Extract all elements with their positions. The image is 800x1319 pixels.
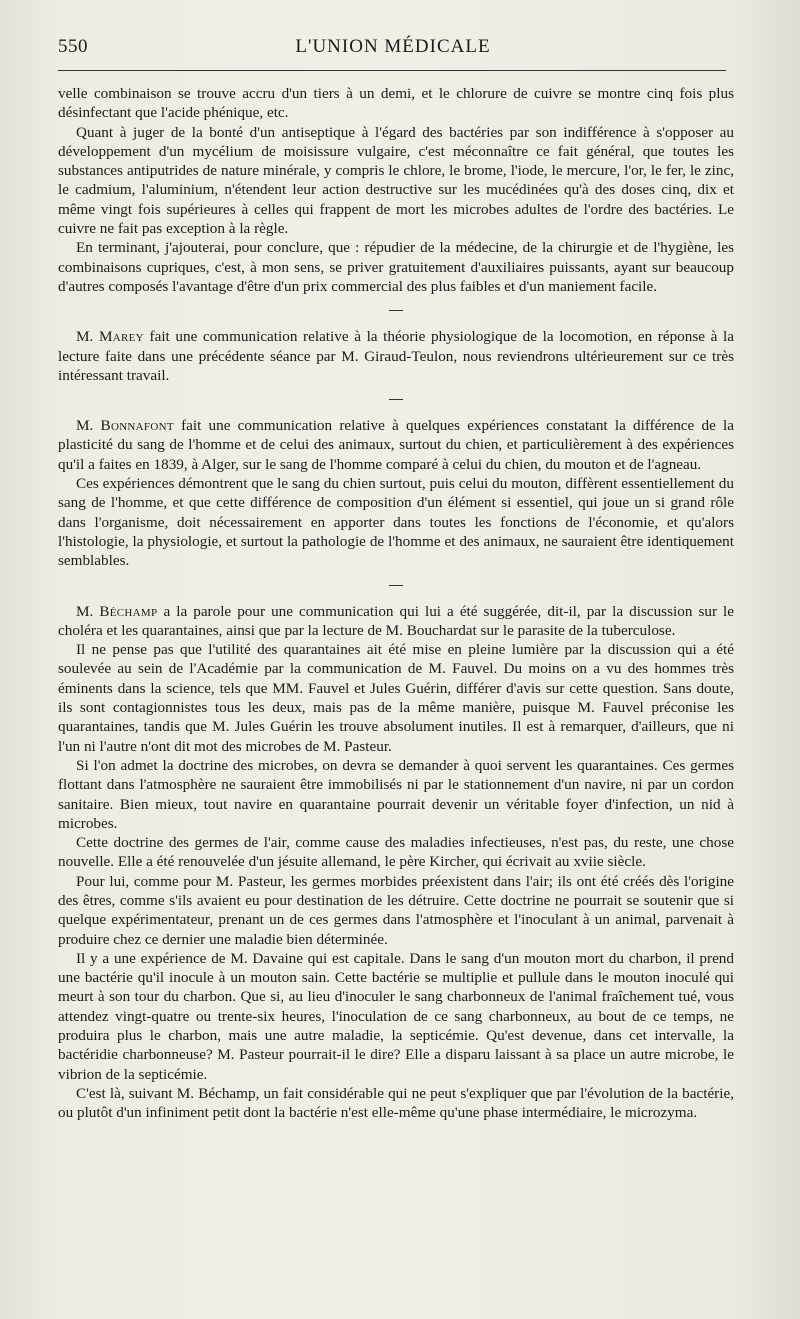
paragraph-marey — [58, 327, 734, 385]
article-body — [58, 84, 734, 1123]
paragraph-6: Ces expériences démontrent que le sang du chien surtout, puis celui du mouton, diffèrent essentiellement du sang de l'homme, et que cette différence de composition d'un élément si essentiel, qui joue un si grand rôle dans l'organisme, doit nécessairement en apporter dans toutes les fonctions de l'économie, et qu'alors l'histologie, la physiologie, et surtout la pathologie de l'homme et des animaux, ne sauraient être identiquement semblables. — [58, 475, 734, 570]
section-divider — [389, 399, 403, 400]
speaker-name: Béchamp — [99, 602, 158, 620]
paragraph-text: fait une communication relative à quelques expériences constatant la différence de la plasticité du sang de l'homme et de celui des animaux, surtout du chien, et particulièrement à des expériences qu'il a faites en 1839, à Alger, sur le sang de l'homme comparé à celui du chien, du mouton et de l'agneau. — [58, 417, 734, 473]
speaker-prefix: M. — [76, 417, 101, 435]
paragraph-3: En terminant, j'ajouterai, pour conclure, que : répudier de la médecine, de la chirurgie et de l'hygiène, les combinaisons cupriques, c'est, à mon sens, se priver gratuitement d'auxiliaires puissants, ayant sur beaucoup d'autres composés l'avantage d'être d'un prix commercial des plus faibles et d'un maniement facile. — [58, 239, 734, 295]
header-rule — [58, 70, 726, 71]
section-divider — [389, 310, 403, 311]
paragraph-12: Il y a une expérience de M. Davaine qui est capitale. Dans le sang d'un mouton mort du charbon, il prend une bactérie qu'il inocule à un mouton sain. Cette bactérie se multiplie et pullule dans le mouton inoculé qui meurt à son tour du charbon. Que si, au lieu d'inoculer le sang charbonneux de l'animal fraîchement tué, vous attendez vingt-quatre ou trente-six heures, l'inoculation de ce sang charbonneux, au bout de ce temps, ne produira plus le charbon, mais une autre maladie, la septicémie. Qu'est devenue, dans cet intervalle, la bactéridie charbonneuse? M. Pasteur pourrait-il le dire? Elle a disparu laissant à sa place un autre microbe, le vibrion de la septicémie. — [58, 949, 734, 1083]
section-divider — [389, 585, 403, 586]
running-header — [58, 34, 728, 64]
paragraph-bechamp — [58, 602, 734, 641]
page-number: 550 — [58, 36, 88, 57]
paragraph-11: Pour lui, comme pour M. Pasteur, les germes morbides préexistent dans l'air; ils ont été créés dès l'origine des êtres, comme s'ils avaient eu pour destination de les détruire. Cette doctrine ne pourrait se soutenir que si quelque expérimentateur, prenant un de ces germes dans l'atmosphère et l'inoculant à un animal, parvenait à produire chez ce dernier une maladie bien déterminée. — [58, 872, 734, 948]
paragraph-13: C'est là, suivant M. Béchamp, un fait considérable qui ne peut s'expliquer que par l'évolution de la bactérie, ou plutôt d'un infiniment petit dont la bactérie n'est elle-même qu'une phase intermédiaire, le microzyma. — [58, 1084, 734, 1122]
paragraph-text: a la parole pour une communication qui lui a été suggérée, dit-il, par la discussion sur le choléra et les quarantaines, ainsi que par la lecture de M. Bouchardat sur le parasite de la tuberculose. — [58, 602, 734, 639]
journal-title: L'UNION MÉDICALE — [295, 36, 491, 57]
paragraph-9: Si l'on admet la doctrine des microbes, on devra se demander à quoi servent les quarantaines. Ces germes flottant dans l'atmosphère ne sauraient être immobilisés ni par le stationnement d'un navire, ni par un cordon sanitaire. Bien mieux, tout navire en quarantaine pourrait devenir un véritable foyer d'infection, un nid à microbes. — [58, 756, 734, 832]
speaker-prefix: M. — [76, 602, 100, 620]
paragraph-10: Cette doctrine des germes de l'air, comme cause des maladies infectieuses, n'est pas, du reste, une chose nouvelle. Elle a été renouvelée d'un jésuite allemand, le père Kircher, qui écrivait au xviie siècle. — [58, 834, 734, 871]
speaker-name: Bonnafont — [100, 417, 174, 435]
paragraph-1: velle combinaison se trouve accru d'un tiers à un demi, et le chlorure de cuivre se montre cinq fois plus désinfectant que l'acide phénique, etc. — [58, 85, 734, 122]
paragraph-8: Il ne pense pas que l'utilité des quarantaines ait été mise en pleine lumière par la discussion qui a été soulevée au sein de l'Académie par la communication de M. Fauvel. Du moins on a vu des hommes très éminents dans la science, tels que MM. Fauvel et Jules Guérin, différer d'avis sur cette question. Sans doute, ils sont contagionnistes tous les deux, mais pas de la même manière, puisque M. Fauvel préconise les quarantaines, tandis que M. Jules Guérin les trouve absolument inutiles. Il est à remarquer, d'ailleurs, que ni l'un ni l'autre n'ont dit mot des microbes de M. Pasteur. — [58, 641, 734, 755]
speaker-prefix: M. — [76, 328, 99, 346]
paragraph-text: fait une communication relative à la théorie physiologique de la locomotion, en réponse à la lecture faite dans une précédente séance par M. Giraud-Teulon, nous reviendrons ultérieurement sur ce très intéressant travail. — [58, 328, 734, 384]
paragraph-2: Quant à juger de la bonté d'un antiseptique à l'égard des bactéries par son indifférence à s'opposer au développement d'un mycélium de moisissure vulgaire, c'est méconnaître ce fait général, que toutes les substances antiputrides de nature minérale, y compris le chlore, le brome, l'iode, le mercure, l'or, le fer, le zinc, le cadmium, l'aluminium, n'étendent leur action destructive sur les mucédinées qu'à des doses cinq, dix et même vingt fois supérieures à celles qui frappent de mort les microbes adultes de l'ordre des bactéries. Le cuivre ne fait pas exception à la règle. — [58, 123, 734, 238]
paragraph-bonnafont — [58, 416, 734, 474]
speaker-name: Marey — [98, 328, 144, 346]
